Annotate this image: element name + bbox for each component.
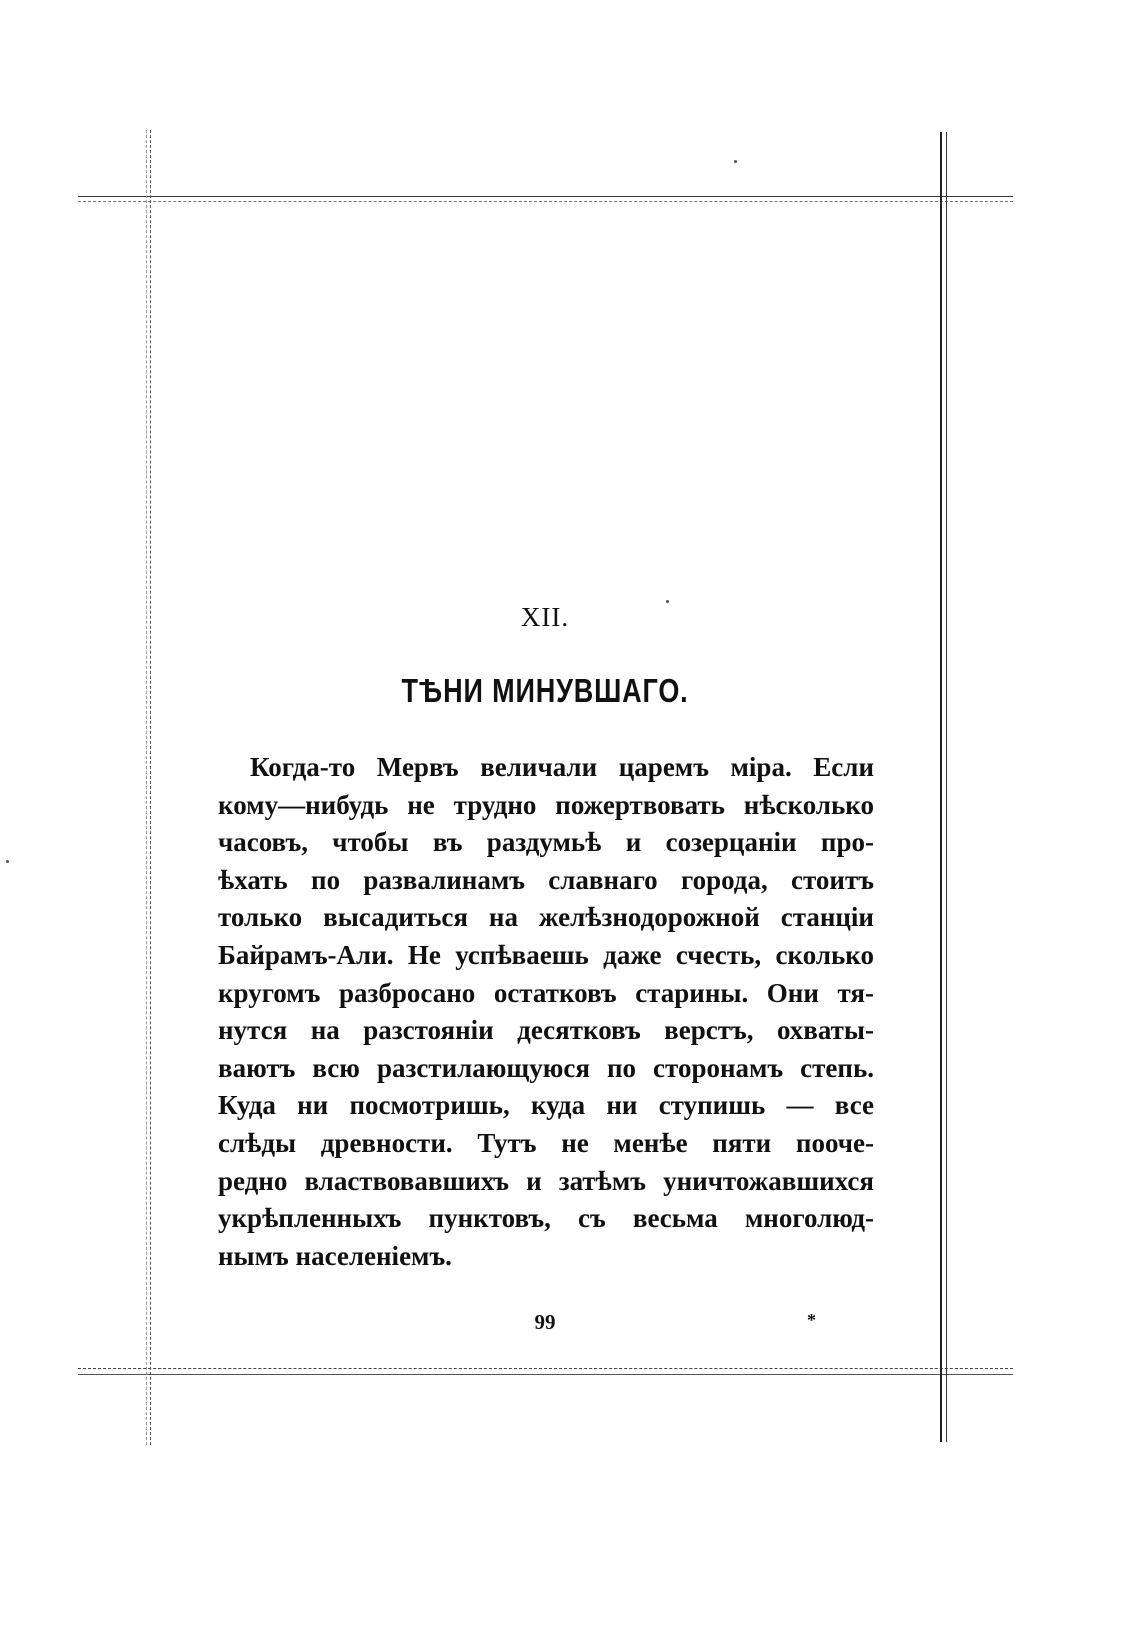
- text-line: нутся на разстояніи десятковъ верстъ, охваты-: [218, 1015, 874, 1046]
- text-line: Куда ни посмотришь, куда ни ступишь — все: [218, 1090, 874, 1121]
- text-line: слѣды древности. Тутъ не менѣе пяти пооче-: [218, 1127, 874, 1158]
- text-line: кругомъ разбросано остатковъ старины. Они тя-: [218, 977, 874, 1008]
- text-line: ѣхать по развалинамъ славнаго города, стоитъ: [218, 864, 874, 895]
- text-line: Когда-то Мервъ величали царемъ міра. Если: [250, 752, 874, 782]
- frame-left-line-outer: [146, 130, 147, 1445]
- scan-speck: [734, 160, 737, 163]
- frame-bottom-line-inner: [78, 1374, 1013, 1375]
- text-line: укрѣпленныхъ пунктовъ, съ весьма многолюд-: [218, 1203, 874, 1234]
- frame-right-line-inner: [946, 132, 947, 1442]
- text-line: ваютъ всю разстилающуюся по сторонамъ степь.: [218, 1052, 874, 1083]
- frame-top-line-inner: [78, 201, 1013, 202]
- frame-top-line: [78, 196, 1013, 197]
- scan-speck: [6, 860, 9, 863]
- asterisk-mark: *: [807, 1310, 816, 1330]
- frame-right-line: [940, 132, 942, 1442]
- text-line: часовъ, чтобы въ раздумьѣ и созерцаніи про-: [218, 827, 874, 858]
- text-line: Байрамъ-Али. Не успѣваешь даже счесть, сколько: [218, 939, 874, 970]
- text-line: только высадиться на желѣзнодорожной станціи: [218, 902, 874, 933]
- text-line: кому—нибудь не трудно пожертвовать нѣсколько: [218, 789, 874, 820]
- text-line: редно властвовавшихъ и затѣмъ уничтожавшихся: [218, 1165, 874, 1196]
- frame-left-line: [150, 130, 151, 1445]
- chapter-title: ТѢНИ МИНУВШАГО.: [401, 672, 689, 709]
- chapter-number: XII.: [520, 602, 570, 632]
- body-paragraph: [218, 749, 874, 1275]
- scan-speck: [666, 600, 669, 603]
- frame-bottom-line: [78, 1368, 1013, 1369]
- page-number: 99: [534, 1310, 556, 1334]
- text-line: нымъ населеніемъ.: [218, 1240, 452, 1271]
